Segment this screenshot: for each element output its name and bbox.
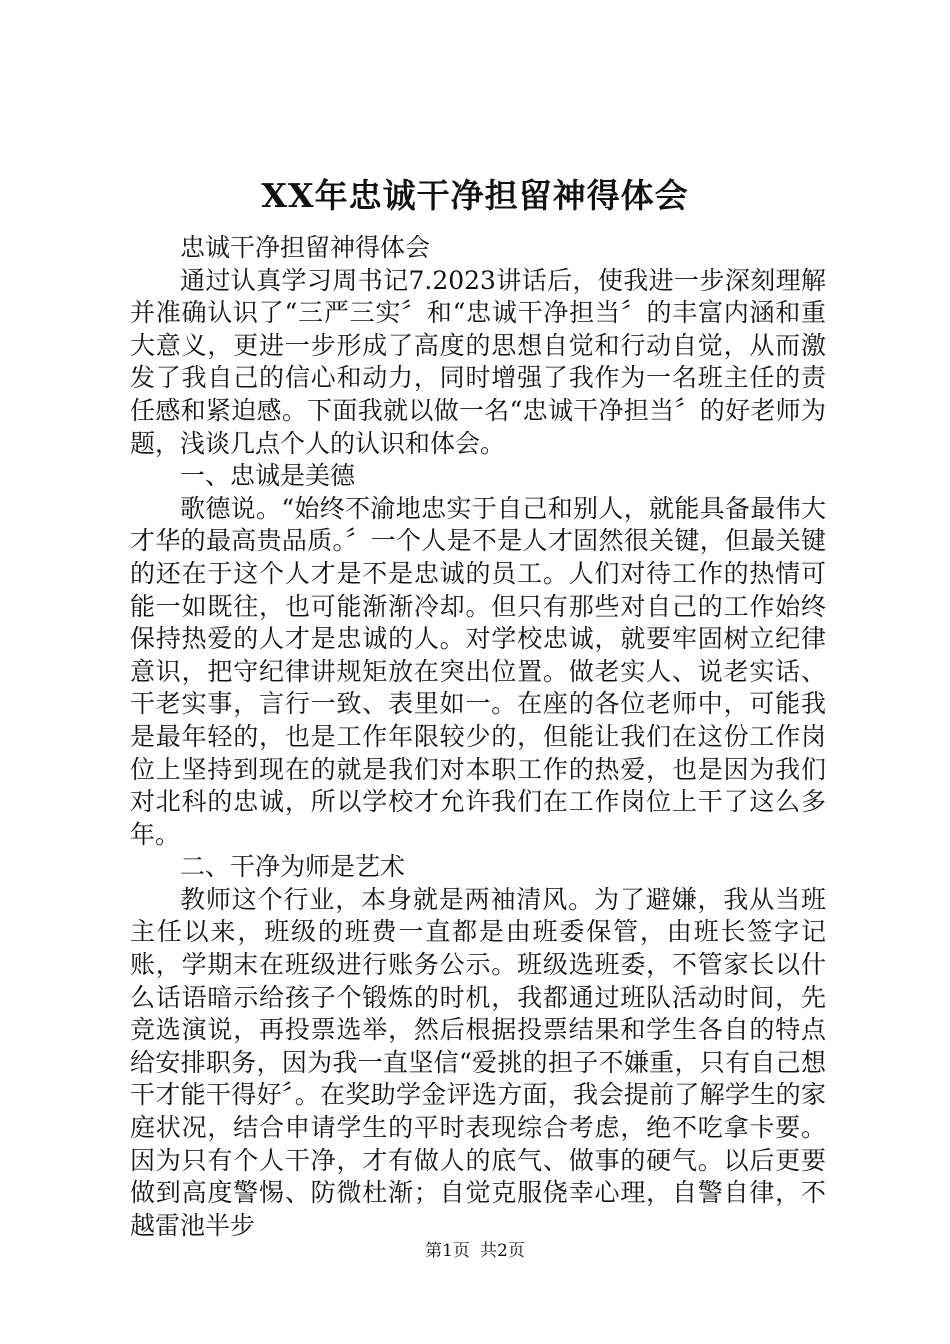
page-total: 共2页: [480, 1241, 525, 1261]
section-heading-1: 一、忠诚是美德: [180, 461, 356, 491]
document-title: XX年忠诚干净担留神得体会: [261, 176, 689, 215]
page-footer: [0, 1240, 950, 1262]
document-body: [130, 232, 826, 1242]
subtitle-paragraph: 忠诚干净担留神得体会: [180, 233, 431, 262]
intro-paragraph: 通过认真学习周书记7.2023讲话后，使我进一步深刻理解并准确认识了“三严三实〞和“忠诚干净担当〞的丰富内涵和重大意义，更进一步形成了高度的思想自觉和行动自觉，从而激发了我自己的信心和动力，同时增强了我作为一名班主任的责任感和紧迫感。下面我就以做一名“忠诚干净担当〞的好老师为题，浅谈几点个人的认识和体会。: [130, 265, 826, 458]
section-paragraph-2: 教师这个行业，本身就是两袖清风。为了避嫌，我从当班主任以来，班级的班费一直都是由班委保管，由班长签字记账，学期末在班级进行账务公示。班级选班委，不管家长以什么话语暗示给孩子个锻炼的时机，我都通过班队活动时间，先竞选演说，再投票选举，然后根据投票结果和学生各自的特点给安排职务，因为我一直坚信“爱挑的担子不嫌重，只有自己想干才能干得好〞。在奖助学金评选方面，我会提前了解学生的家庭状况，结合申请学生的平时表现综合考虑，绝不吃拿卡要。因为只有个人干净，才有做人的底气、做事的硬气。以后更要做到高度警惕、防微杜渐；自觉克服侥幸心理，自警自律，不越雷池半步: [130, 884, 826, 1240]
section-paragraph-1: 歌德说。“始终不渝地忠实于自己和别人，就能具备最伟大才华的最高贵品质。〞一个人是不是人才固然很关键，但最关键的还在于这个人才是不是忠诚的员工。人们对待工作的热情可能一如既往，也可能渐渐冷却。但只有那些对自己的工作始终保持热爱的人才是忠诚的人。对学校忠诚，就要牢固树立纪律意识，把守纪律讲规矩放在突出位置。做老实人、说老实话、干老实事，言行一致、表里如一。在座的各位老师中，可能我是最年轻的，也是工作年限较少的，但能让我们在这份工作岗位上坚持到现在的就是我们对本职工作的热爱，也是因为我们对北科的忠诚，所以学校才允许我们在工作岗位上干了这么多年。: [130, 493, 826, 849]
page-number: 第1页: [425, 1241, 470, 1261]
section-heading-2: 二、干净为师是艺术: [180, 852, 406, 882]
